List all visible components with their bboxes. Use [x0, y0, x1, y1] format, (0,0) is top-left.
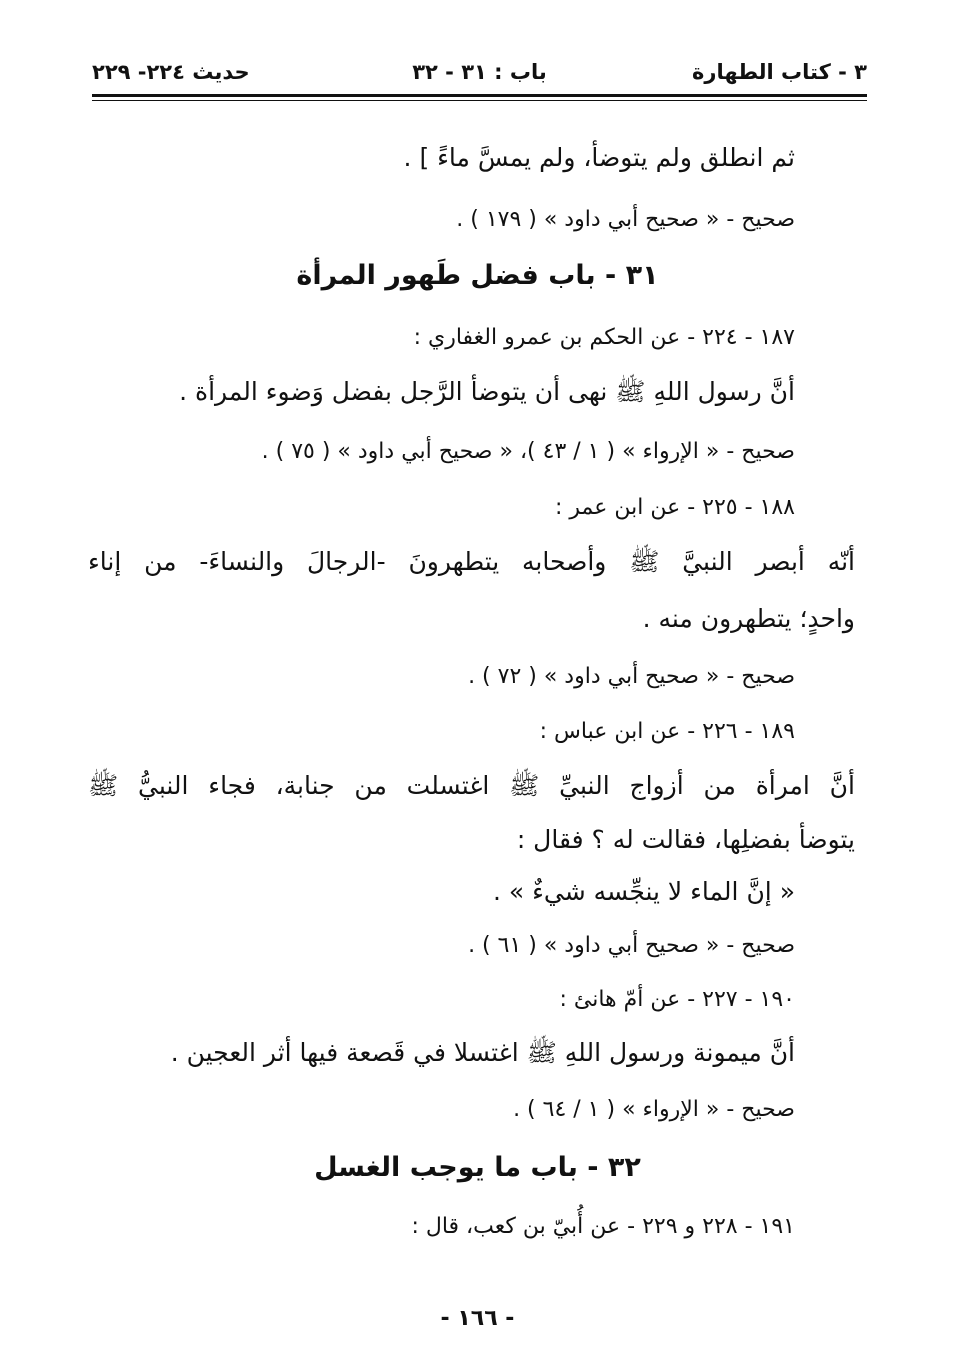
chapter-range: باب : ٣١ - ٣٢: [412, 60, 547, 84]
hadith-range: حديث ٢٢٤- ٢٢٩: [92, 60, 250, 84]
grading-line: صحيح - « الإرواء » ( ١ / ٦٤ ) .: [513, 1097, 795, 1122]
hadith-text: أنَّ رسول اللهِ ﷺ نهى أن يتوضأ الرَّجل بفضل وَضوء المرأة .: [179, 377, 795, 406]
text-line: ثم انطلق ولم يتوضأ، ولم يمسَّ ماءً ] .: [403, 143, 795, 172]
hadith-heading: ١٩٠ - ٢٢٧ - عن أمّ هانئ :: [559, 987, 795, 1012]
hadith-text: يتوضأ بفضلِها، فقالت له ؟ فقال :: [516, 825, 855, 854]
hadith-text: أنَّ امرأة من أزواج النبيِّ ﷺ اغتسلت من جنابة، فجاء النبيُّ ﷺ: [88, 771, 855, 800]
hadith-heading: ١٩١ - ٢٢٨ و ٢٢٩ - عن أُبيّ بن كعب، قال :: [411, 1214, 795, 1239]
header-rule-thick: [92, 94, 867, 97]
prophet-quote: « إنَّ الماء لا ينجِّسه شيءٌ » .: [492, 877, 795, 906]
header-rule-thin: [92, 100, 867, 101]
hadith-heading: ١٨٩ - ٢٢٦ - عن ابن عباس :: [539, 719, 795, 744]
grading-line: صحيح - « صحيح أبي داود » ( ٧٢ ) .: [468, 664, 795, 689]
chapter-title: ٣٢ - باب ما يوجب الغسل: [314, 1152, 641, 1183]
hadith-heading: ١٨٧ - ٢٢٤ - عن الحكم بن عمرو الغفاري :: [413, 325, 795, 350]
hadith-heading: ١٨٨ - ٢٢٥ - عن ابن عمر :: [554, 495, 795, 520]
hadith-text: واحدٍ؛ يتطهرون منه .: [642, 604, 855, 633]
page-number: - ١٦٦ -: [440, 1306, 515, 1331]
hadith-text: أنَّ ميمونة ورسول اللهِ ﷺ اغتسلا في قَصعة فيها أثر العجين .: [170, 1038, 795, 1067]
grading-line: صحيح - « صحيح أبي داود » ( ٦١ ) .: [468, 933, 795, 958]
grading-line: صحيح - « الإرواء » ( ١ / ٤٣ )، « صحيح أبي داود » ( ٧٥ ) .: [261, 439, 795, 464]
page-header: [92, 56, 867, 92]
book-title: ٣ - كتاب الطهارة: [691, 60, 867, 84]
chapter-title: ٣١ - باب فضل طَهور المرأة: [296, 260, 659, 291]
hadith-text: أنّه أبصر النبيَّ ﷺ وأصحابه يتطهرونَ -الرجالَ والنساءَ- من إناء: [88, 547, 855, 576]
grading-line: صحيح - « صحيح أبي داود » ( ١٧٩ ) .: [456, 207, 795, 232]
